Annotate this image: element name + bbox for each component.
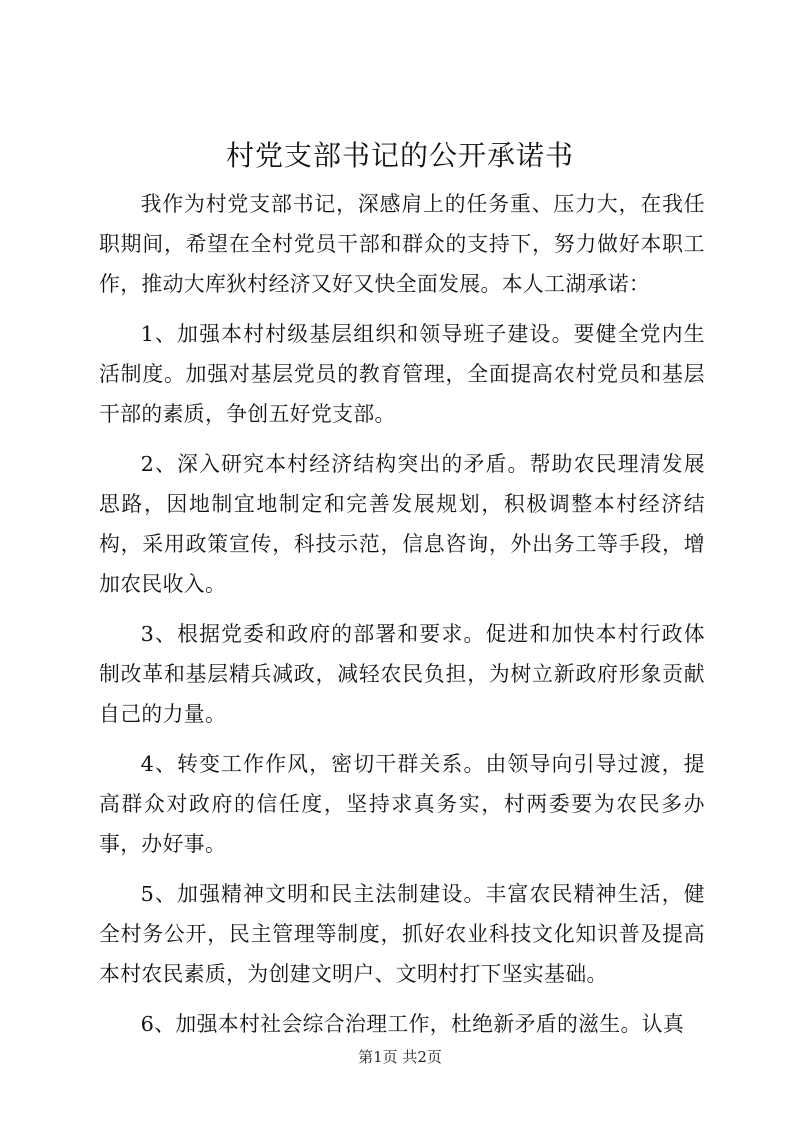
document-body (99, 184, 705, 1054)
paragraph-item-6: 6、加强本村社会综合治理工作，杜绝新矛盾的滋生。认真 (140, 1012, 685, 1036)
paragraph-item-1: 1、加强本村村级基层组织和领导班子建设。要健全党内生活制度。加强对基层党员的教育管理，全面提高农村党员和基层干部的素质，争创五好党支部。 (99, 322, 705, 426)
paragraph-item-5: 5、加强精神文明和民主法制建设。丰富农民精神生活，健全村务公开，民主管理等制度，抓好农业科技文化知识普及提高本村农民素质，为创建文明户、文明村打下坚实基础。 (99, 882, 705, 986)
paragraph-item-4: 4、转变工作作风，密切干群关系。由领导向引导过渡，提高群众对政府的信任度，坚持求真务实，村两委要为农民多办事，办好事。 (99, 752, 705, 856)
document-title: 村党支部书记的公开承诺书 (225, 139, 574, 172)
paragraph-intro: 我作为村党支部书记，深感肩上的任务重、压力大，在我任职期间，希望在全村党员干部和群众的支持下，努力做好本职工作，推动大库狄村经济又好又快全面发展。本人工湖承诺： (99, 192, 705, 296)
page-number-footer: 第1页 共2页 (358, 1048, 442, 1066)
paragraph-item-2: 2、深入研究本村经济结构突出的矛盾。帮助农民理清发展思路，因地制宜地制定和完善发展规划，积极调整本村经济结构，采用政策宣传，科技示范，信息咨询，外出务工等手段，增加农民收入。 (99, 452, 705, 596)
paragraph-item-3: 3、根据党委和政府的部署和要求。促进和加快本村行政体制改革和基层精兵减政，减轻农民负担，为树立新政府形象贡献自己的力量。 (99, 622, 705, 726)
